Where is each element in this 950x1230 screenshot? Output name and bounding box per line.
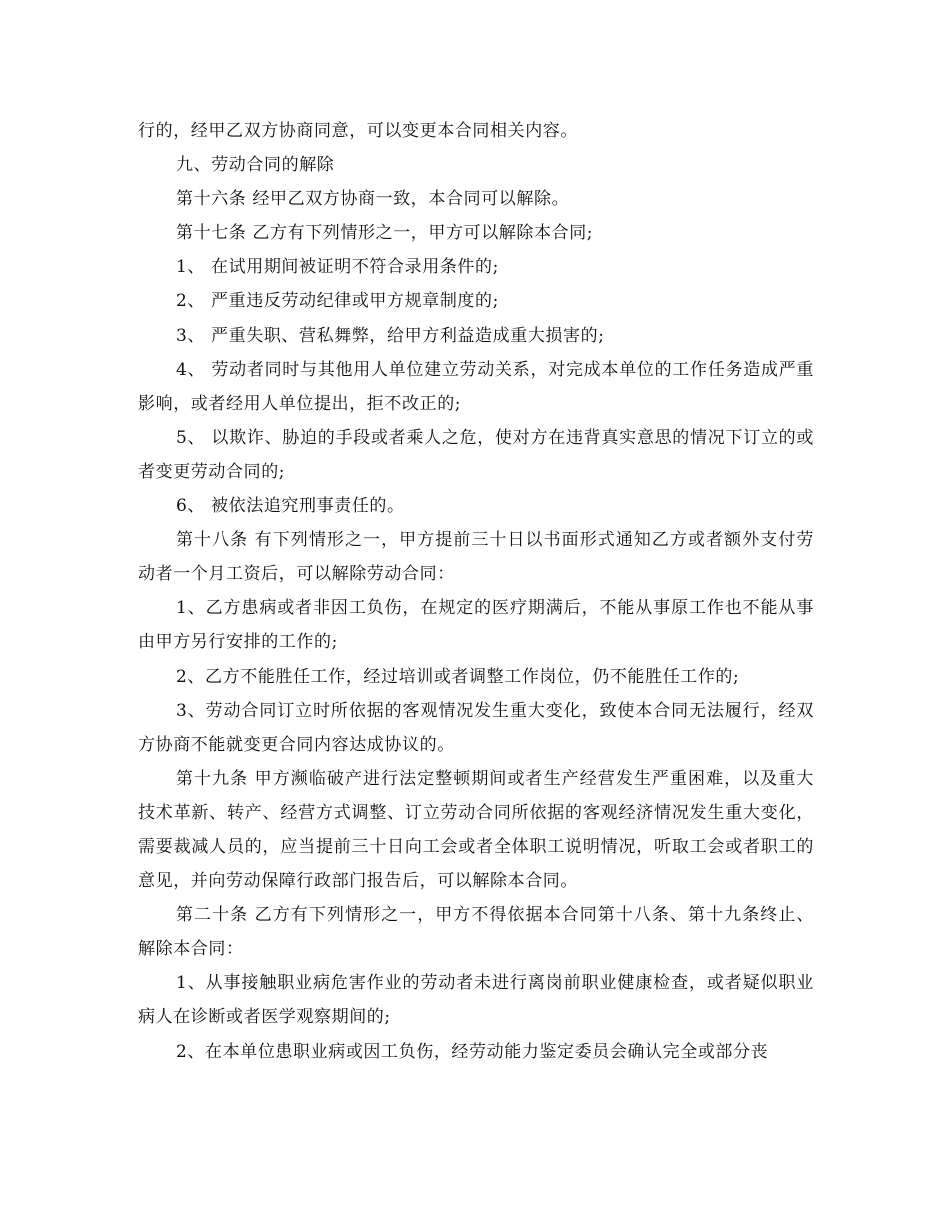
article-20-item-2: 2、在本单位患职业病或因工负伤，经劳动能力鉴定委员会确认完全或部分丧 [176,1041,769,1062]
article-16: 第十六条 经甲乙双方协商一致，本合同可以解除。 [176,189,570,210]
article-17-item-2: 2、 严重违反劳动纪律或甲方规章制度的; [176,291,499,312]
article-18: 第十八条 有下列情形之一，甲方提前三十日以书面形式通知乙方或者额外支付劳动者一个月工资后，可以解除劳动合同： [138,530,814,585]
article-17-item-5: 5、 以欺诈、胁迫的手段或者乘人之危，使对方在违背真实意思的情况下订立的或者变更劳动合同的; [138,427,814,482]
article-18-item-1: 1、乙方患病或者非因工负伤，在规定的医疗期满后，不能从事原工作也不能从事由甲方另行安排的工作的; [138,598,814,653]
article-20-item-1: 1、从事接触职业病危害作业的劳动者未进行离岗前职业健康检查，或者疑似职业病人在诊断或者医学观察期间的; [138,973,814,1028]
article-17-item-6: 6、 被依法追究刑事责任的。 [176,496,405,517]
article-17-item-3: 3、 严重失职、营私舞弊，给甲方利益造成重大损害的; [176,325,605,346]
article-19: 第十九条 甲方濒临破产进行法定整顿期间或者生产经营发生严重困难，以及重大技术革新、转产、经营方式调整、订立劳动合同所依据的客观经济情况发生重大变化，需要裁减人员的，应当提前三十日向工会或者全体职工说明情况，听取工会或者职工的意见，并向劳动保障行政部门报告后，可以解除本合同。 [138,768,814,892]
article-17-item-4: 4、 劳动者同时与其他用人单位建立劳动关系，对完成本单位的工作任务造成严重影响，或者经用人单位提出，拒不改正的; [138,359,814,414]
paragraph-continuation: 行的，经甲乙双方协商同意，可以变更本合同相关内容。 [138,121,578,141]
article-18-item-2: 2、乙方不能胜任工作，经过培训或者调整工作岗位，仍不能胜任工作的; [176,666,740,687]
article-20: 第二十条 乙方有下列情形之一，甲方不得依据本合同第十八条、第十九条终止、解除本合同： [138,905,814,960]
document-body [138,114,814,1069]
article-17-item-1: 1、 在试用期间被证明不符合录用条件的; [176,257,499,278]
section-heading-termination: 九、劳动合同的解除 [176,155,335,176]
article-18-item-3: 3、劳动合同订立时所依据的客观情况发生重大变化，致使本合同无法履行，经双方协商不能就变更合同内容达成协议的。 [138,700,814,755]
article-17: 第十七条 乙方有下列情形之一，甲方可以解除本合同; [176,223,594,244]
